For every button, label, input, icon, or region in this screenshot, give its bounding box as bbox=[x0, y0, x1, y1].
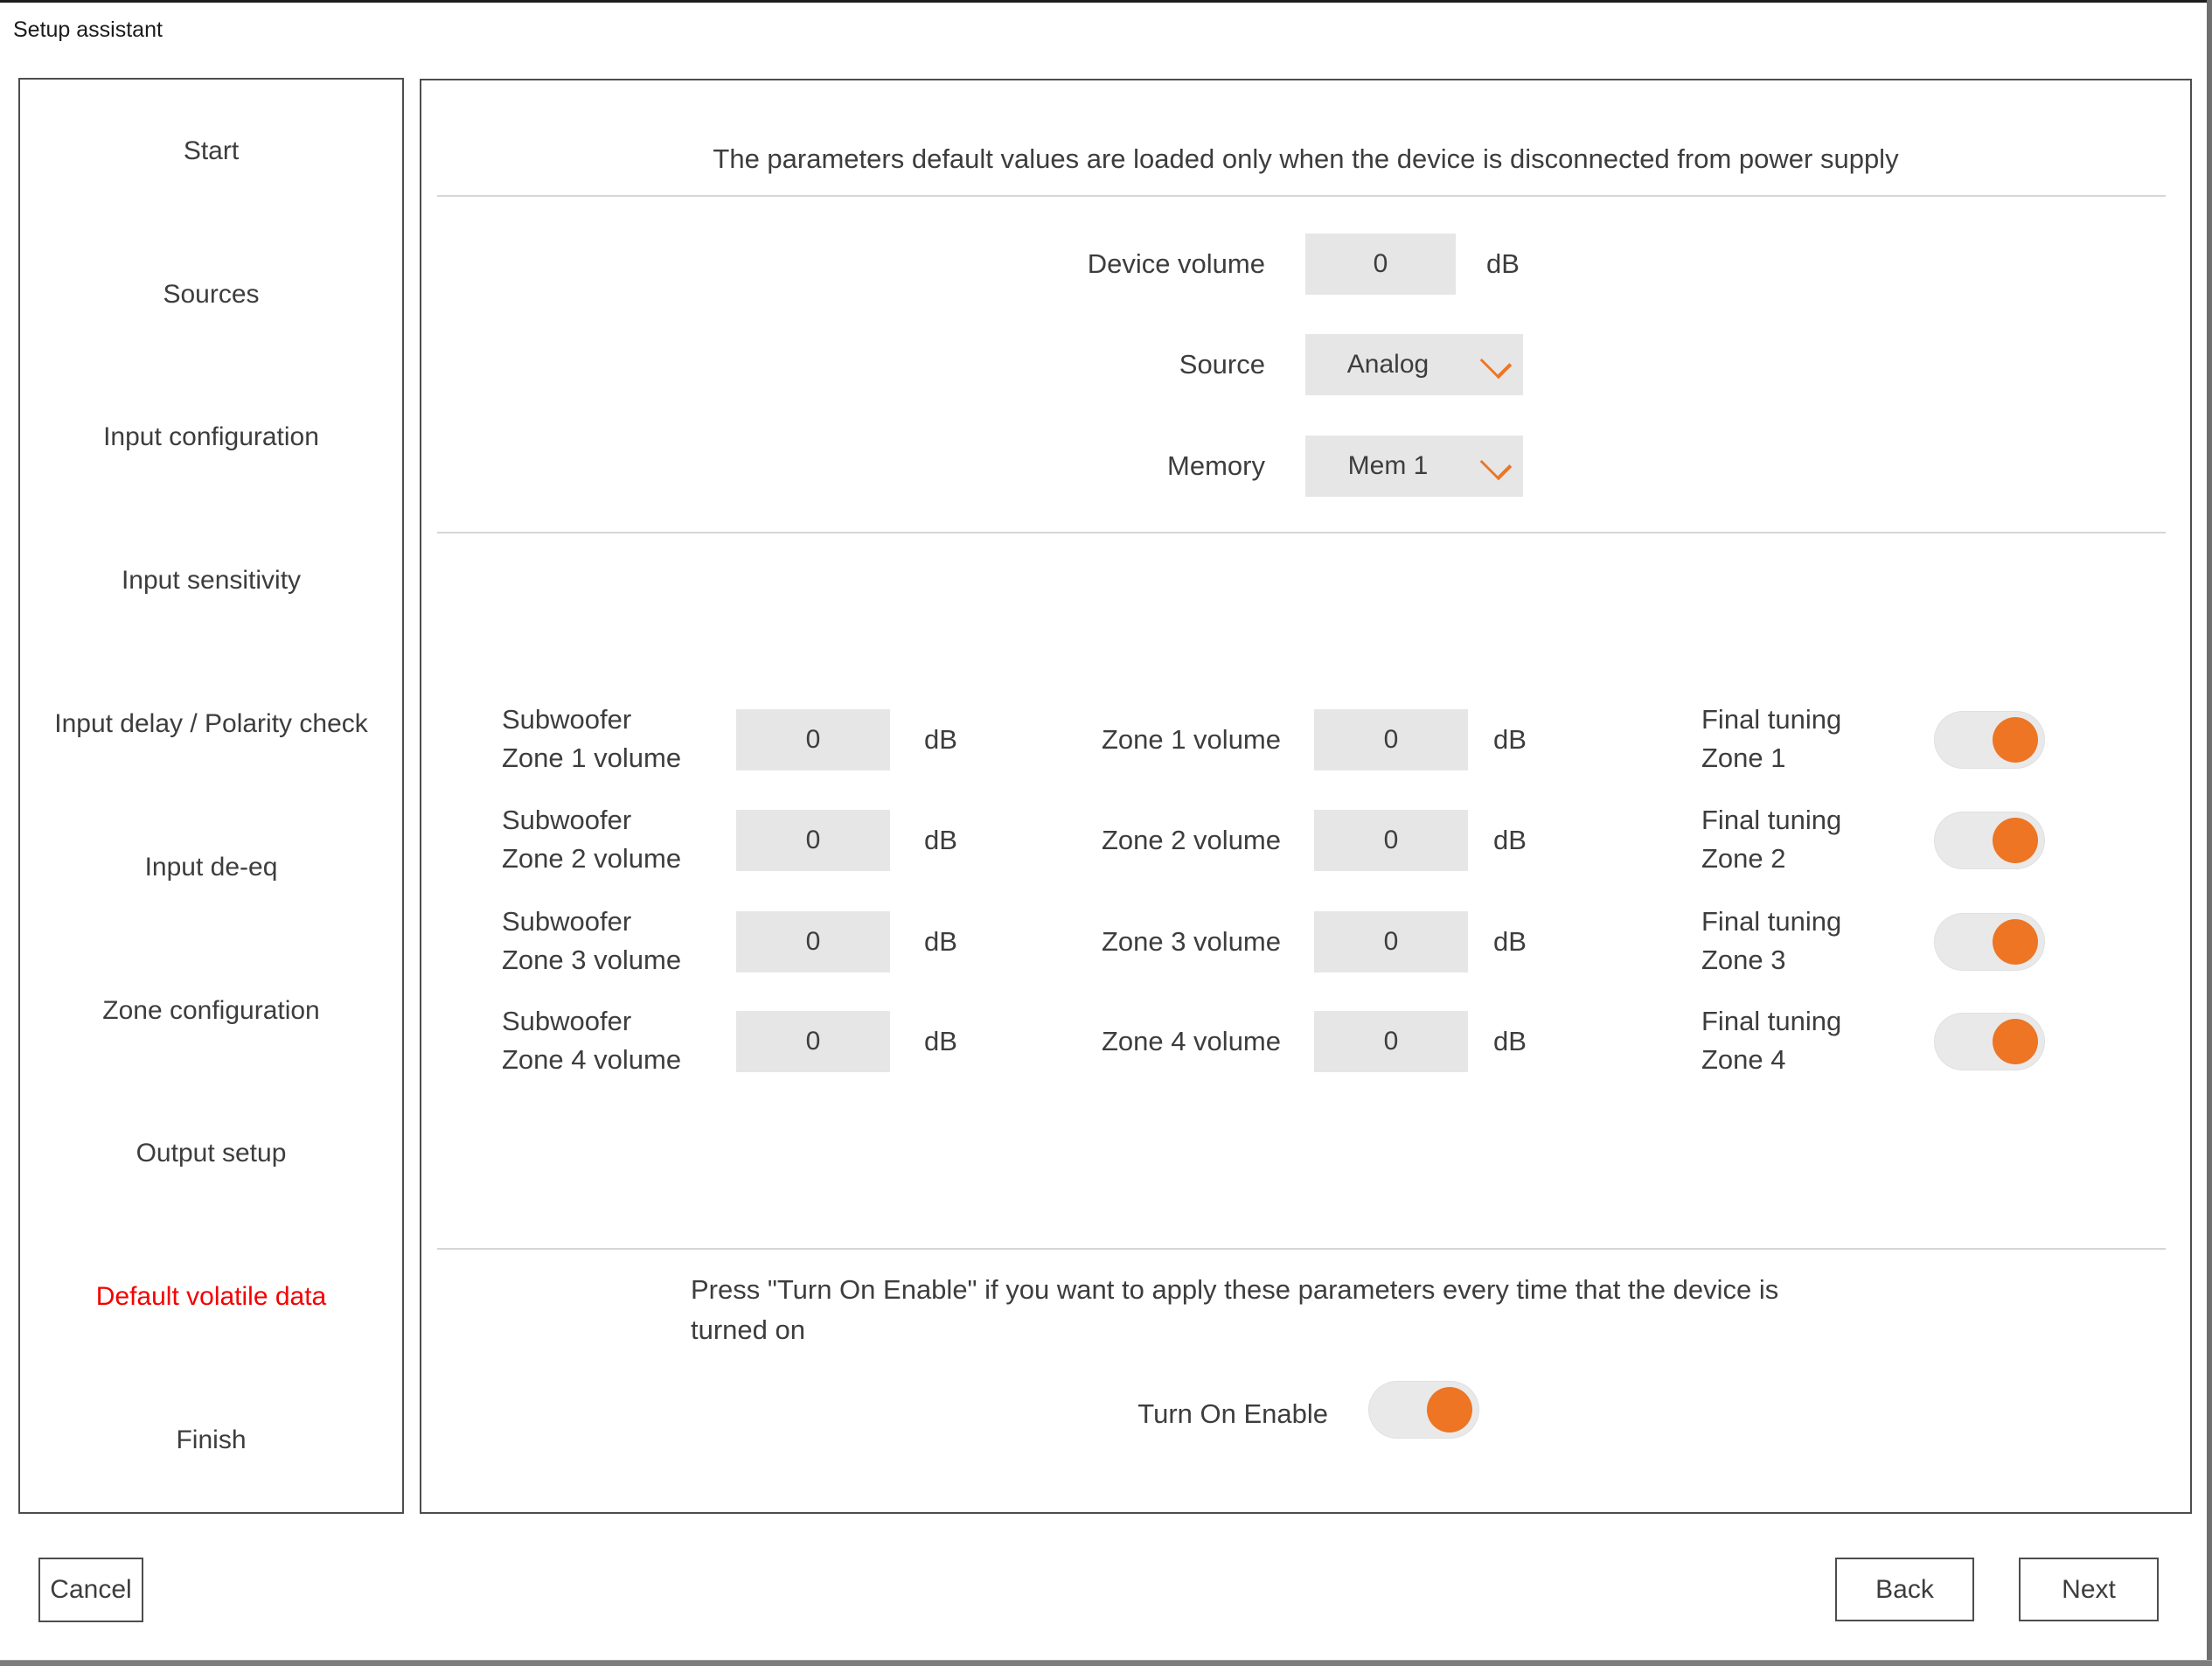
final-tuning-zone-3-label: Final tuning Zone 3 bbox=[1701, 906, 1842, 975]
device-volume-input[interactable]: 0 bbox=[1305, 234, 1456, 295]
zone-2-volume-label: Zone 2 volume bbox=[1101, 825, 1281, 855]
turn-on-enable-toggle[interactable] bbox=[1369, 1382, 1478, 1438]
window-title: Setup assistant bbox=[13, 17, 163, 42]
divider bbox=[437, 195, 2166, 197]
sidebar-item-finish[interactable]: Finish bbox=[176, 1426, 247, 1455]
toggle-knob bbox=[1993, 818, 2038, 863]
cancel-button[interactable]: Cancel bbox=[38, 1558, 143, 1622]
unit-db: dB bbox=[1493, 825, 1527, 855]
sidebar-item-input-de-eq[interactable]: Input de-eq bbox=[144, 852, 278, 882]
final-tuning-zone-2-label: Final tuning Zone 2 bbox=[1701, 805, 1842, 874]
turn-on-enable-label: Turn On Enable bbox=[1137, 1398, 1328, 1429]
zone-4-volume-label: Zone 4 volume bbox=[1101, 1026, 1281, 1056]
sidebar-item-default-volatile-data[interactable]: Default volatile data bbox=[95, 1282, 327, 1312]
chevron-down-icon bbox=[1480, 347, 1512, 379]
subwoofer-zone-3-volume-input[interactable]: 0 bbox=[736, 911, 890, 972]
subwoofer-zone-4-volume-input[interactable]: 0 bbox=[736, 1011, 890, 1072]
subwoofer-zone-3-volume-label: Subwoofer Zone 3 volume bbox=[502, 906, 682, 975]
chevron-down-icon bbox=[1480, 449, 1512, 480]
source-dropdown-value: Analog bbox=[1346, 350, 1429, 379]
unit-db: dB bbox=[924, 1026, 957, 1056]
window-right-edge bbox=[2207, 0, 2212, 1666]
source-dropdown[interactable] bbox=[1305, 334, 1523, 395]
zone-1-volume-label: Zone 1 volume bbox=[1101, 724, 1281, 755]
final-tuning-zone-2-toggle[interactable] bbox=[1935, 812, 2044, 868]
subwoofer-zone-4-volume-label: Subwoofer Zone 4 volume bbox=[502, 1006, 682, 1075]
unit-db: dB bbox=[924, 926, 957, 957]
subwoofer-zone-1-volume-label: Subwoofer Zone 1 volume bbox=[502, 704, 682, 773]
toggle-knob bbox=[1993, 919, 2038, 965]
final-tuning-zone-4-toggle[interactable] bbox=[1935, 1014, 2044, 1070]
footer-note: Press "Turn On Enable" if you want to apply these parameters every time that the device is turned on bbox=[691, 1274, 1779, 1345]
window-bottom-edge bbox=[0, 1660, 2212, 1666]
zone-row-4 bbox=[421, 991, 2190, 1092]
sidebar-item-output-setup[interactable]: Output setup bbox=[136, 1139, 287, 1168]
zone-row-1 bbox=[421, 689, 2190, 791]
memory-label: Memory bbox=[1167, 450, 1265, 481]
header-note: The parameters default values are loaded only when the device is disconnected from power supply bbox=[713, 143, 1899, 174]
zone-2-volume-input[interactable]: 0 bbox=[1314, 810, 1468, 871]
back-button[interactable]: Back bbox=[1835, 1558, 1974, 1621]
final-tuning-zone-4-label: Final tuning Zone 4 bbox=[1701, 1006, 1842, 1075]
final-tuning-zone-1-toggle[interactable] bbox=[1935, 712, 2044, 768]
toggle-knob bbox=[1993, 1019, 2038, 1064]
unit-db: dB bbox=[1493, 724, 1527, 755]
unit-db: dB bbox=[924, 724, 957, 755]
toggle-knob bbox=[1993, 717, 2038, 763]
memory-dropdown-value: Mem 1 bbox=[1347, 451, 1429, 480]
unit-db: dB bbox=[924, 825, 957, 855]
sidebar-item-input-sensitivity[interactable]: Input sensitivity bbox=[121, 566, 302, 596]
zone-1-volume-input[interactable]: 0 bbox=[1314, 709, 1468, 770]
zone-3-volume-label: Zone 3 volume bbox=[1101, 926, 1281, 957]
unit-db: dB bbox=[1493, 1026, 1527, 1056]
device-volume-label: Device volume bbox=[1087, 248, 1265, 279]
window-top-border bbox=[0, 0, 2212, 3]
subwoofer-zone-2-volume-input[interactable]: 0 bbox=[736, 810, 890, 871]
final-tuning-zone-1-label: Final tuning Zone 1 bbox=[1701, 704, 1842, 773]
sidebar-item-sources[interactable]: Sources bbox=[163, 279, 260, 309]
setup-steps-sidebar bbox=[18, 78, 404, 1514]
sidebar-item-input-configuration[interactable]: Input configuration bbox=[103, 422, 319, 452]
toggle-knob bbox=[1427, 1387, 1472, 1432]
subwoofer-zone-1-volume-input[interactable]: 0 bbox=[736, 709, 890, 770]
next-button[interactable]: Next bbox=[2019, 1558, 2159, 1621]
sidebar-item-input-delay-polarity-check[interactable]: Input delay / Polarity check bbox=[54, 709, 368, 739]
divider bbox=[437, 1248, 2166, 1250]
final-tuning-zone-3-toggle[interactable] bbox=[1935, 914, 2044, 970]
zone-4-volume-input[interactable]: 0 bbox=[1314, 1011, 1468, 1072]
zone-row-2 bbox=[421, 790, 2190, 891]
zone-row-3 bbox=[421, 891, 2190, 993]
default-volatile-data-panel bbox=[420, 79, 2192, 1514]
sidebar-item-zone-configuration[interactable]: Zone configuration bbox=[102, 995, 320, 1025]
sidebar-item-start[interactable]: Start bbox=[183, 136, 240, 165]
device-volume-unit: dB bbox=[1486, 248, 1520, 279]
source-label: Source bbox=[1179, 349, 1265, 380]
memory-dropdown[interactable] bbox=[1305, 436, 1523, 497]
unit-db: dB bbox=[1493, 926, 1527, 957]
subwoofer-zone-2-volume-label: Subwoofer Zone 2 volume bbox=[502, 805, 682, 874]
divider bbox=[437, 532, 2166, 533]
zone-3-volume-input[interactable]: 0 bbox=[1314, 911, 1468, 972]
